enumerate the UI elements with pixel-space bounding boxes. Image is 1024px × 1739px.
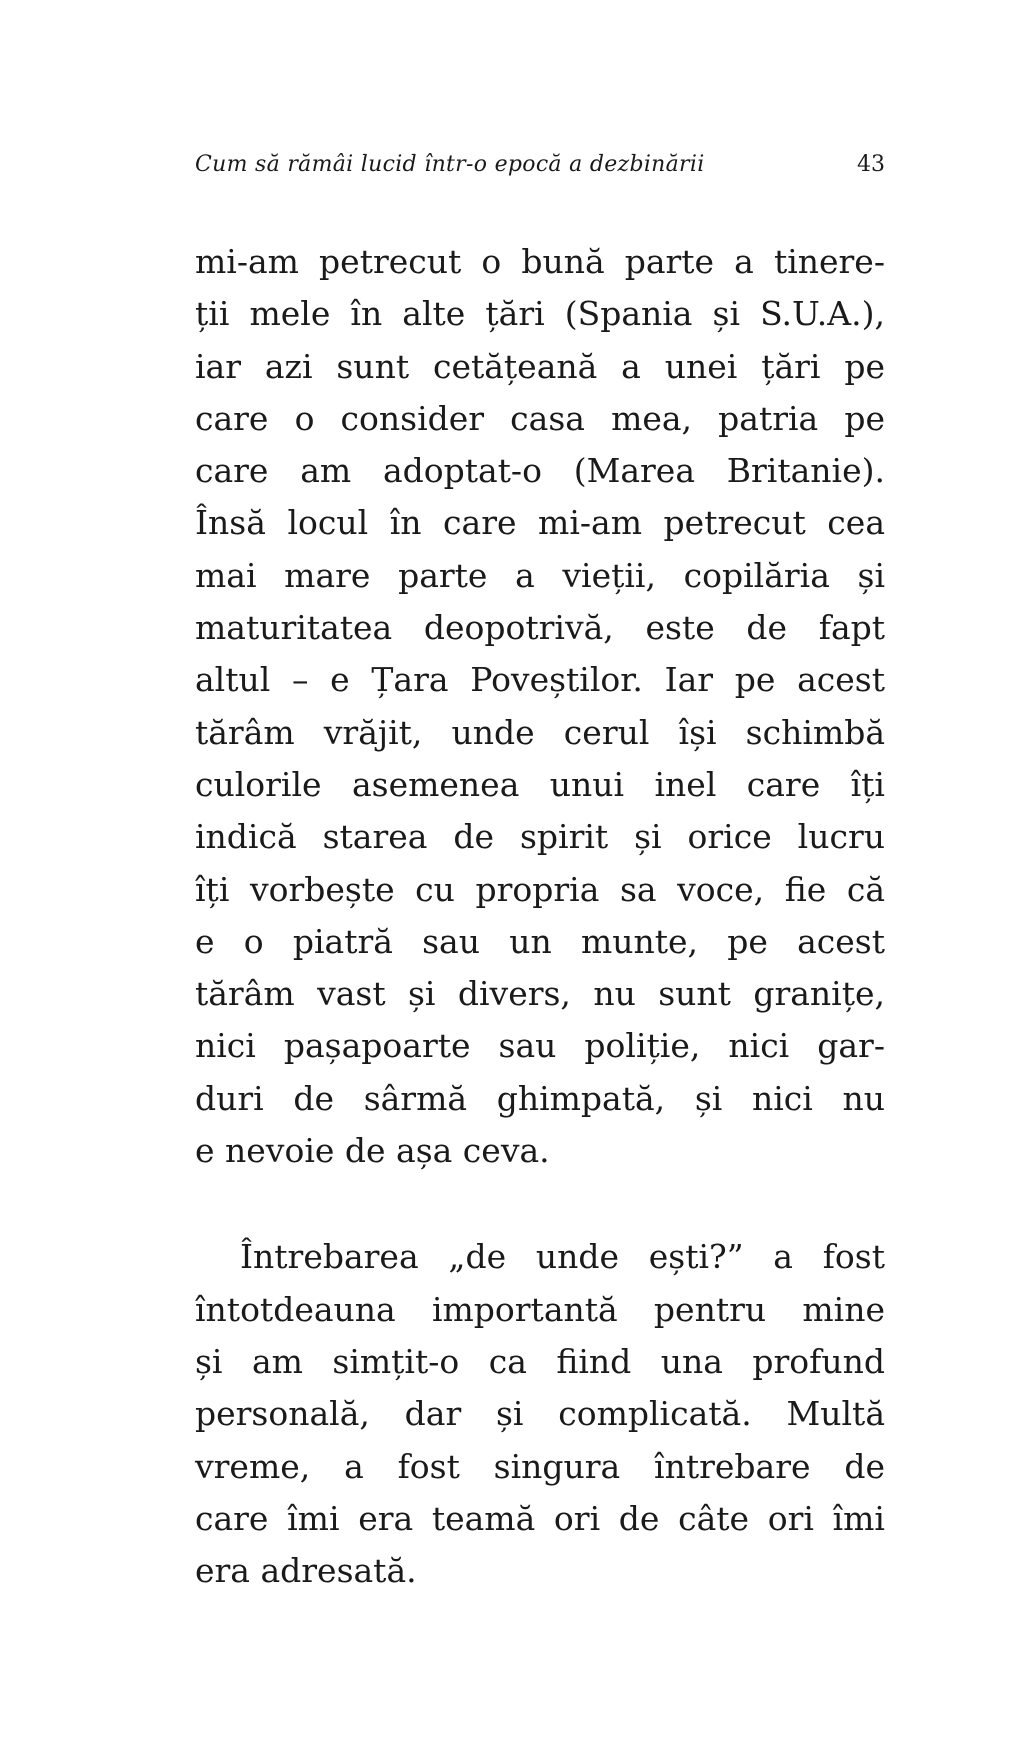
body-text <box>195 236 885 1597</box>
text-line: care am adoptat-o (Marea Britanie). <box>195 451 885 491</box>
text-line: e nevoie de așa ceva. <box>195 1131 550 1171</box>
text-line: e o piatră sau un munte, pe acest <box>195 921 885 961</box>
text-line: duri de sârmă ghimpată, și nici nu <box>195 1078 885 1118</box>
text-line: care îmi era teamă ori de câte ori îmi <box>195 1498 885 1538</box>
text-line: și am simțit-o ca fiind una profund <box>195 1341 885 1381</box>
text-line: iar azi sunt cetățeană a unei țări pe <box>195 346 885 386</box>
text-line: care o consider casa mea, patria pe <box>195 398 885 438</box>
text-line: tărâm vrăjit, unde cerul își schimbă <box>195 712 885 752</box>
text-line: mai mare parte a vieții, copilăria și <box>195 555 885 595</box>
text-line: personală, dar și complicată. Multă <box>195 1394 885 1434</box>
text-line: Însă locul în care mi-am petrecut cea <box>195 503 885 543</box>
text-line: îți vorbește cu propria sa voce, fie că <box>195 869 885 909</box>
text-line: tărâm vast și divers, nu sunt granițe, <box>195 974 885 1014</box>
text-line: indică starea de spirit și orice lucru <box>195 817 885 857</box>
text-line: Întrebarea „de unde ești?” a fost <box>240 1237 885 1277</box>
running-header <box>195 148 885 182</box>
text-line: mi-am petrecut o bună parte a tinere- <box>195 242 885 281</box>
text-line: era adresată. <box>195 1551 417 1591</box>
text-line: ții mele în alte țări (Spania și S.U.A.), <box>195 294 885 334</box>
paragraph <box>195 1231 885 1597</box>
chapter-title: Cum să rămâi lucid într-o epocă a dezbinării <box>195 152 705 177</box>
paragraph <box>195 236 885 1177</box>
text-line: vreme, a fost singura întrebare de <box>195 1446 885 1486</box>
text-line: culorile asemenea unui inel care îți <box>195 764 885 804</box>
text-line: întotdeauna importantă pentru mine <box>195 1289 885 1329</box>
text-line: nici pașapoarte sau poliție, nici gar- <box>195 1026 885 1066</box>
page-number: 43 <box>857 152 885 177</box>
text-line: maturitatea deopotrivă, este de fapt <box>195 608 885 648</box>
text-line: altul – e Țara Poveștilor. Iar pe acest <box>195 660 885 700</box>
